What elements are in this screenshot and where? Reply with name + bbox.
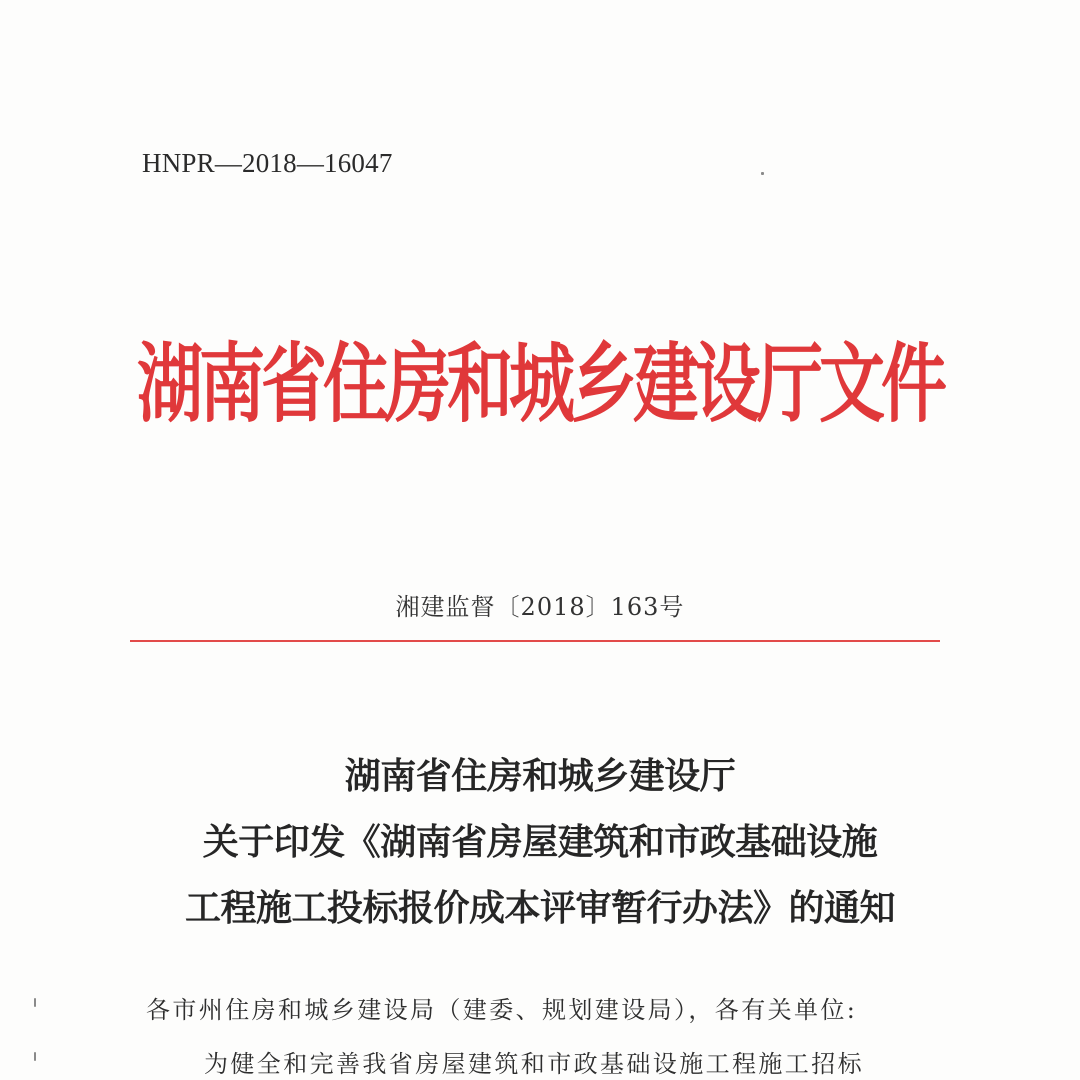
masthead-text: 湖南省住房和城乡建设厅文件 [137,334,943,435]
scan-speck [761,172,764,175]
title-line-2: 关于印发《湖南省房屋建筑和市政基础设施 [202,821,878,863]
red-masthead [0,334,1080,435]
scan-speck [34,998,36,1007]
scan-speck [34,1052,36,1061]
document-code: HNPR—2018—16047 [142,148,393,178]
body-paragraph-line: 为健全和完善我省房屋建筑和市政基础设施工程施工招标 [204,1050,864,1078]
title-line-3: 工程施工投标报价成本评审暂行办法》的通知 [184,887,895,929]
salutation-line: 各市州住房和城乡建设局（建委、规划建设局），各有关单位: [146,996,858,1024]
red-divider-line [130,640,940,642]
document-number: 湘建监督〔2018〕163号 [395,593,685,621]
title-line-1: 湖南省住房和城乡建设厅 [344,755,736,797]
